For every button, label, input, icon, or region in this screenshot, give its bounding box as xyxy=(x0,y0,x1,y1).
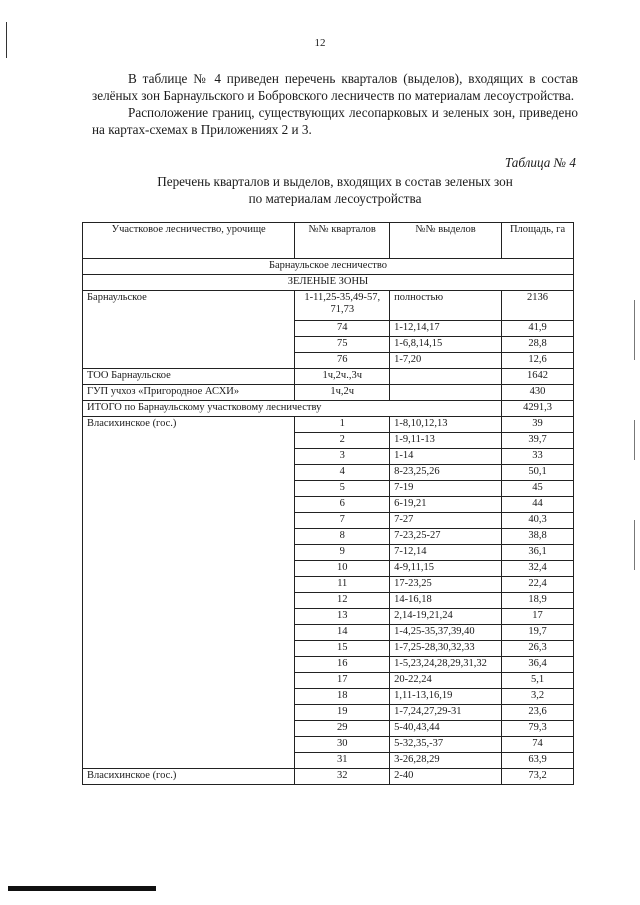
area-cell: 63,9 xyxy=(502,753,574,769)
allotment-cell: 2,14-19,21,24 xyxy=(390,609,502,625)
table-row xyxy=(83,385,574,401)
intro-paragraph: Расположение границ, существующих лесопарковых и зеленых зон, приведено на картах-схемах в Приложениях 2 и 3. xyxy=(92,105,578,137)
table-title-line: по материалам лесоустройства xyxy=(248,191,422,206)
table-row xyxy=(83,769,574,785)
area-cell: 50,1 xyxy=(502,465,574,481)
area-cell: 19,7 xyxy=(502,625,574,641)
scan-edge-bar xyxy=(8,886,156,891)
total-row xyxy=(83,401,574,417)
area-cell: 33 xyxy=(502,449,574,465)
scan-edge-mark xyxy=(634,420,635,460)
allotment-cell: 1-6,8,14,15 xyxy=(390,337,502,353)
area-cell: 36,1 xyxy=(502,545,574,561)
forestry-name: Власихинское (гос.) xyxy=(83,417,295,769)
quarter-cell: 7 xyxy=(295,513,390,529)
allotment-cell: 1-7,20 xyxy=(390,353,502,369)
allotment-cell: 4-9,11,15 xyxy=(390,561,502,577)
table-title-line: Перечень кварталов и выделов, входящих в состав зеленых зон xyxy=(157,174,513,189)
allotment-cell: 14-16,18 xyxy=(390,593,502,609)
allotment-cell: 8-23,25,26 xyxy=(390,465,502,481)
quarter-cell: 30 xyxy=(295,737,390,753)
allotment-cell: 7-19 xyxy=(390,481,502,497)
quarter-cell: 4 xyxy=(295,465,390,481)
quarter-cell: 29 xyxy=(295,721,390,737)
column-header: №№ кварталов xyxy=(295,223,390,259)
quarter-cell: 1ч,2ч xyxy=(295,385,390,401)
table-row xyxy=(83,369,574,385)
quarter-cell: 1 xyxy=(295,417,390,433)
allotment-cell: 1-7,25-28,30,32,33 xyxy=(390,641,502,657)
quarter-cell: 6 xyxy=(295,497,390,513)
allotment-cell: 17-23,25 xyxy=(390,577,502,593)
quarter-cell: 10 xyxy=(295,561,390,577)
quarter-cell: 18 xyxy=(295,689,390,705)
table-row xyxy=(83,291,574,321)
area-cell: 41,9 xyxy=(502,321,574,337)
quarter-cell: 76 xyxy=(295,353,390,369)
area-cell: 44 xyxy=(502,497,574,513)
total-label: ИТОГО по Барнаульскому участковому лесничеству xyxy=(83,401,502,417)
intro-text xyxy=(92,70,578,138)
allotment-cell: 1-8,10,12,13 xyxy=(390,417,502,433)
quarter-cell: 5 xyxy=(295,481,390,497)
allotment-cell: 1-14 xyxy=(390,449,502,465)
quarter-cell: 31 xyxy=(295,753,390,769)
area-cell: 39,7 xyxy=(502,433,574,449)
allotment-cell: 5-32,35,-37 xyxy=(390,737,502,753)
allotment-cell: 1-9,11-13 xyxy=(390,433,502,449)
quarter-cell: 8 xyxy=(295,529,390,545)
scan-edge-mark xyxy=(634,300,635,360)
quarter-cell: 19 xyxy=(295,705,390,721)
area-cell: 73,2 xyxy=(502,769,574,785)
quarter-cell: 1-11,25-35,49-57, 71,73 xyxy=(295,291,390,321)
area-cell: 74 xyxy=(502,737,574,753)
page-number: 12 xyxy=(314,37,326,49)
forestry-name: ГУП учхоз «Пригородное АСХИ» xyxy=(83,385,295,401)
allotment-cell: 1-5,23,24,28,29,31,32 xyxy=(390,657,502,673)
forestry-name: Власихинское (гос.) xyxy=(83,769,295,785)
forestry-name: ТОО Барнаульское xyxy=(83,369,295,385)
table-title xyxy=(92,173,578,207)
allotment-cell: полностью xyxy=(390,291,502,321)
quarter-cell: 11 xyxy=(295,577,390,593)
total-area: 4291,3 xyxy=(502,401,574,417)
quarter-cell: 75 xyxy=(295,337,390,353)
quarter-cell: 1ч,2ч.,3ч xyxy=(295,369,390,385)
quarter-cell: 16 xyxy=(295,657,390,673)
allotment-cell: 6-19,21 xyxy=(390,497,502,513)
quarter-cell: 17 xyxy=(295,673,390,689)
area-cell: 12,6 xyxy=(502,353,574,369)
column-header: Участковое лесничество, урочище xyxy=(83,223,295,259)
allotment-cell: 7-27 xyxy=(390,513,502,529)
quarter-cell: 3 xyxy=(295,449,390,465)
allotment-cell xyxy=(390,369,502,385)
area-cell: 36,4 xyxy=(502,657,574,673)
area-cell: 5,1 xyxy=(502,673,574,689)
area-cell: 26,3 xyxy=(502,641,574,657)
area-cell: 28,8 xyxy=(502,337,574,353)
table-caption: Таблица № 4 xyxy=(504,155,576,170)
area-cell: 3,2 xyxy=(502,689,574,705)
table-header-row xyxy=(83,223,574,259)
quarter-cell: 13 xyxy=(295,609,390,625)
table-row xyxy=(83,417,574,433)
allotment-cell: 1-7,24,27,29-31 xyxy=(390,705,502,721)
allotment-cell: 3-26,28,29 xyxy=(390,753,502,769)
area-cell: 17 xyxy=(502,609,574,625)
area-cell: 32,4 xyxy=(502,561,574,577)
section-title: Барнаульское лесничество xyxy=(83,259,574,275)
allotment-cell: 2-40 xyxy=(390,769,502,785)
area-cell: 2136 xyxy=(502,291,574,321)
quarter-cell: 2 xyxy=(295,433,390,449)
area-cell: 39 xyxy=(502,417,574,433)
quarters-table xyxy=(82,222,574,785)
area-cell: 1642 xyxy=(502,369,574,385)
column-header: Площадь, га xyxy=(502,223,574,259)
area-cell: 45 xyxy=(502,481,574,497)
quarter-cell: 15 xyxy=(295,641,390,657)
quarter-cell: 14 xyxy=(295,625,390,641)
allotment-cell: 7-23,25-27 xyxy=(390,529,502,545)
allotment-cell: 1-12,14,17 xyxy=(390,321,502,337)
quarter-cell: 32 xyxy=(295,769,390,785)
area-cell: 22,4 xyxy=(502,577,574,593)
area-cell: 38,8 xyxy=(502,529,574,545)
section-row xyxy=(83,275,574,291)
section-row xyxy=(83,259,574,275)
area-cell: 23,6 xyxy=(502,705,574,721)
forestry-name: Барнаульское xyxy=(83,291,295,369)
scan-edge-mark xyxy=(634,520,635,570)
area-cell: 430 xyxy=(502,385,574,401)
area-cell: 79,3 xyxy=(502,721,574,737)
allotment-cell: 1,11-13,16,19 xyxy=(390,689,502,705)
allotment-cell: 7-12,14 xyxy=(390,545,502,561)
intro-paragraph: В таблице № 4 приведен перечень кварталов (выделов), входящих в состав зелёных зон Барнаульского и Бобровского лесничеств по материалам лесоустройства. xyxy=(92,71,578,103)
allotment-cell: 20-22,24 xyxy=(390,673,502,689)
area-cell: 18,9 xyxy=(502,593,574,609)
allotment-cell: 1-4,25-35,37,39,40 xyxy=(390,625,502,641)
quarter-cell: 12 xyxy=(295,593,390,609)
section-title: ЗЕЛЕНЫЕ ЗОНЫ xyxy=(83,275,574,291)
quarter-cell: 9 xyxy=(295,545,390,561)
column-header: №№ выделов xyxy=(390,223,502,259)
allotment-cell: 5-40,43,44 xyxy=(390,721,502,737)
quarter-cell: 74 xyxy=(295,321,390,337)
area-cell: 40,3 xyxy=(502,513,574,529)
allotment-cell xyxy=(390,385,502,401)
